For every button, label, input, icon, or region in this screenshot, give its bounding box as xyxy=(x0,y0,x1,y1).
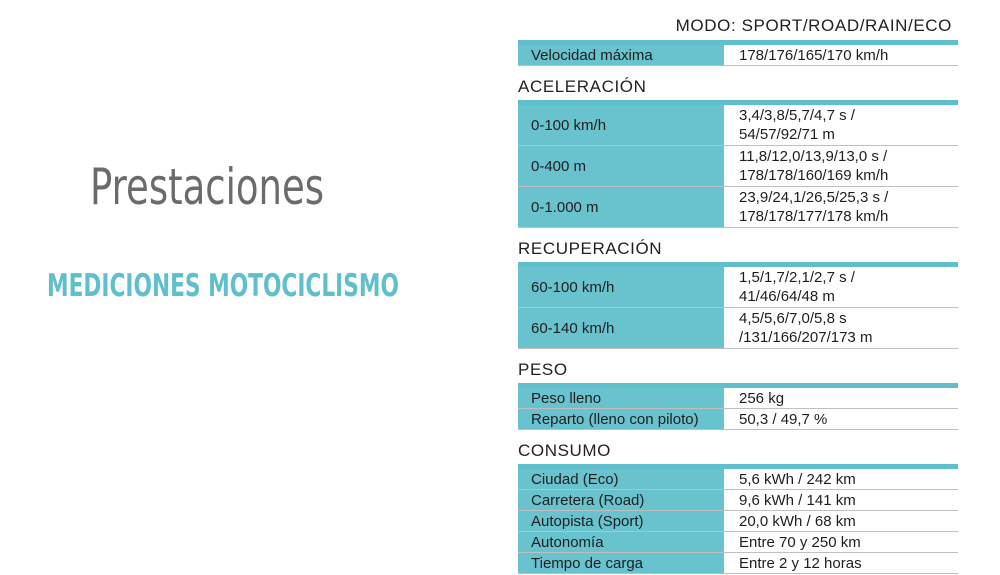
table-row xyxy=(518,532,958,553)
row-label: Autopista (Sport) xyxy=(518,511,724,531)
row-value: 11,8/12,0/13,9/13,0 s / 178/178/160/169 km/h xyxy=(724,146,958,186)
row-label: Autonomía xyxy=(518,532,724,552)
row-value: 256 kg xyxy=(724,388,958,408)
table-row xyxy=(518,553,958,574)
row-label: Tiempo de carga xyxy=(518,553,724,573)
row-label: Velocidad máxima xyxy=(518,45,724,65)
row-value: 5,6 kWh / 242 km xyxy=(724,469,958,489)
section-title-consumption: CONSUMO xyxy=(518,441,611,460)
row-value: 20,0 kWh / 68 km xyxy=(724,511,958,531)
row-label: 60-100 km/h xyxy=(518,267,724,307)
row-label: Peso lleno xyxy=(518,388,724,408)
row-label: 0-100 km/h xyxy=(518,105,724,145)
row-label: Reparto (lleno con piloto) xyxy=(518,409,724,429)
table-row xyxy=(518,511,958,532)
section-title-acceleration: ACELERACIÓN xyxy=(518,77,647,96)
row-value: Entre 2 y 12 horas xyxy=(724,553,958,573)
table-row xyxy=(518,146,958,187)
table-row xyxy=(518,308,958,349)
table-row xyxy=(518,409,958,430)
page-title: Prestaciones xyxy=(90,158,325,216)
table-row xyxy=(518,267,958,308)
row-value: Entre 70 y 250 km xyxy=(724,532,958,552)
row-value: 9,6 kWh / 141 km xyxy=(724,490,958,510)
table-row xyxy=(518,388,958,409)
row-label: Carretera (Road) xyxy=(518,490,724,510)
row-label: Ciudad (Eco) xyxy=(518,469,724,489)
row-value: 50,3 / 49,7 % xyxy=(724,409,958,429)
row-label: 60-140 km/h xyxy=(518,308,724,348)
row-value: 1,5/1,7/2,1/2,7 s / 41/46/64/48 m xyxy=(724,267,958,307)
consumption-table xyxy=(518,464,958,574)
row-label: 0-400 m xyxy=(518,146,724,186)
row-value: 23,9/24,1/26,5/25,3 s / 178/178/177/178 km/h xyxy=(724,187,958,227)
row-value: 3,4/3,8/5,7/4,7 s / 54/57/92/71 m xyxy=(724,105,958,145)
row-value: 178/176/165/170 km/h xyxy=(724,45,958,65)
table-row xyxy=(518,45,958,66)
table-row xyxy=(518,469,958,490)
table-row xyxy=(518,105,958,146)
page-subtitle: MEDICIONES MOTOCICLISMO xyxy=(47,268,399,304)
speed-table xyxy=(518,40,958,66)
row-value: 4,5/5,6/7,0/5,8 s /131/166/207/173 m xyxy=(724,308,958,348)
acceleration-table xyxy=(518,100,958,228)
section-title-weight: PESO xyxy=(518,360,568,379)
table-row xyxy=(518,187,958,228)
recovery-table xyxy=(518,262,958,349)
section-title-recovery: RECUPERACIÓN xyxy=(518,239,663,258)
row-label: 0-1.000 m xyxy=(518,187,724,227)
mode-header: MODO: SPORT/ROAD/RAIN/ECO xyxy=(675,16,952,35)
table-row xyxy=(518,490,958,511)
spec-sheet xyxy=(518,12,958,574)
weight-table xyxy=(518,383,958,430)
